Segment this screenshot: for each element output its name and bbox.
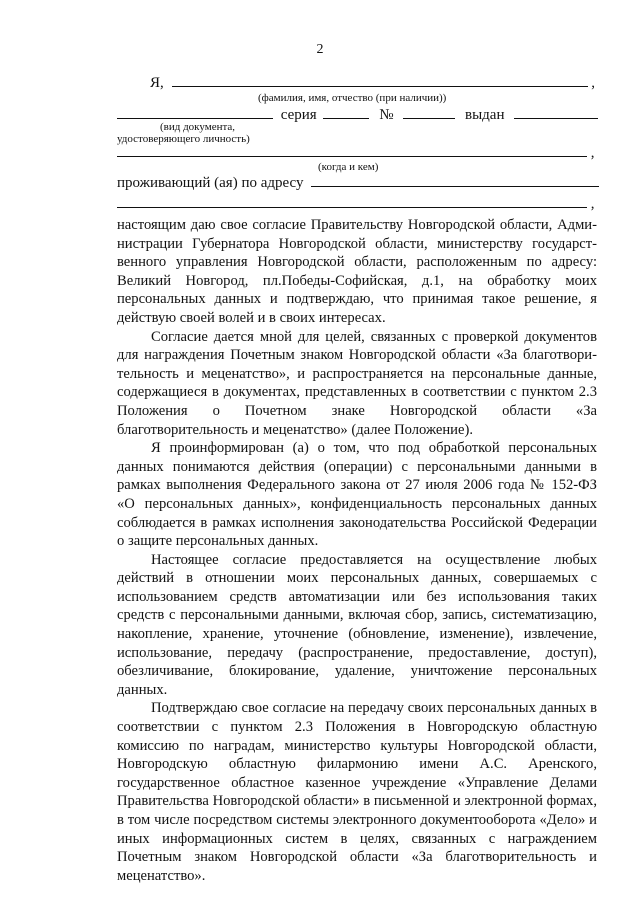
nomer-blank	[403, 106, 455, 119]
issued-line	[117, 144, 595, 162]
address-label: проживающий (ая) по адресу	[117, 175, 304, 191]
paragraph-transfer: Подтверждаю свое согласие на передачу своих персональных данных в соответствии с пунктом 2.3 Положения в Новгородскую областную комиссию по наградам, министерство культуры Новгородской области, Новгородскую областную филармонию имени А.С. Аренского, государственное областное казенное учреждение «Управление Делами Правительства Новгородской области» в письменной и электронной формах, в том числе посредством системы электронного документооборота «Дело» и иных информационных систем в целях, связанных с награждением Почетным знаком Новгородской области «За благотворительность и меценатство».	[117, 700, 597, 884]
seriya-label: серия	[280, 107, 317, 123]
vydan-blank	[514, 106, 598, 119]
nomer-label: №	[379, 107, 394, 123]
paragraph-informed: Я проинформирован (а) о том, что под обработкой персональных данных понимаются действия (операции) с персональными данными в рамках выполнения Федерального закона от 27 июля 2006 года № 152-ФЗ «О персональных данных», конфиденциальность персональных данных соблюдается в рамках исполнения законодательства Российской Федерации о защите персональных данных.	[117, 440, 597, 550]
issued-blank	[117, 144, 587, 157]
caption-doc-line1: (вид документа,	[160, 121, 236, 133]
address-line-2	[117, 195, 595, 213]
caption-when: (когда и кем)	[318, 161, 379, 173]
seriya-blank	[323, 106, 369, 119]
vydan-label: выдан	[465, 107, 505, 123]
fio-line	[150, 74, 595, 92]
address-line	[117, 174, 599, 192]
issued-comma: ,	[590, 145, 595, 161]
paragraph-purpose: Согласие дается мной для целей, связанных с проверкой документов для награждения Почетным знаком Новгородской области «За благотворительность и меценатство», и распространяется на персональные данные, содержащиеся в документах, представленных в соответствии с пунктом 2.3 Положения о Почетном знаке Новгородской области «За благотворительность и меценатство» (далее Положение).	[117, 328, 597, 438]
fio-comma: ,	[591, 75, 596, 91]
address-comma: ,	[590, 196, 595, 212]
address-blank-2	[117, 195, 587, 208]
paragraph-consent: настоящим даю свое согласие Правительству Новгородской области, Администрации Губернатора Новгородской области, министерству государственного управления Новгородской области, расположенным по адресу: Великий Новгород, пл.Победы-Софийская, д.1, на обработку моих персональных данных и подтверждаю, что принимая такое решение, я действую своей волей и в своих интересах.	[117, 217, 597, 326]
page-number: 2	[316, 42, 324, 57]
caption-doc-line2: удостоверяющего личность)	[117, 133, 250, 145]
consent-body	[117, 216, 597, 885]
caption-fio: (фамилия, имя, отчество (при наличии))	[258, 92, 447, 104]
address-blank	[311, 174, 599, 187]
doc-type-blank	[117, 106, 273, 119]
fio-blank	[172, 74, 588, 87]
ya-label: Я,	[150, 75, 164, 91]
paragraph-actions: Настоящее согласие предоставляется на осуществление любых действий в отношении моих персональных данных, совершаемых с использованием средств автоматизации или без использования таких средств с персональными данными, включая сбор, запись, систематизацию, накопление, хранение, уточнение (обновление, изменение), извлечение, использование, передачу (распространение, предоставление, доступ), обезличивание, блокирование, удаление, уничтожение персональных данных.	[117, 551, 597, 698]
